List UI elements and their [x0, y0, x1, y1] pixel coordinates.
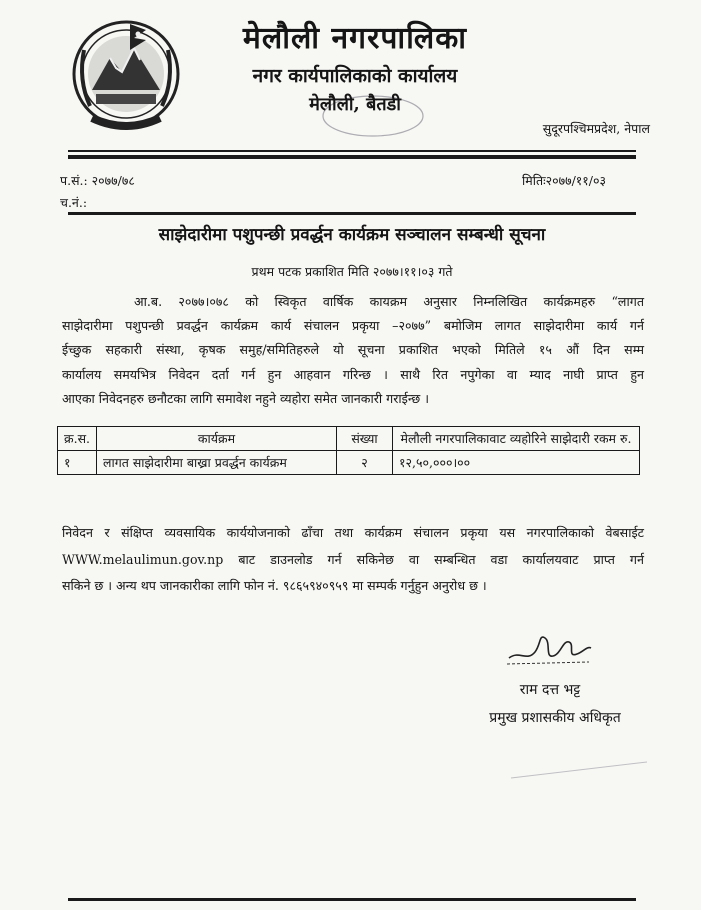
paragraph-line: साझेदारीमा पशुपन्छी प्रवर्द्धन कार्यक्रम कार्य संचालन प्रकृया –२०७७” बमोजिम लागत साझेदारीमा कार्य गर्न: [62, 318, 644, 334]
dispatch-number: च.नं.:: [60, 195, 88, 210]
table-header-row: [58, 427, 640, 451]
signer-designation: प्रमुख प्रशासकीय अधिकृत: [489, 710, 621, 726]
cell-amount: १२,५०,०००।००: [393, 451, 640, 475]
meta-divider: [68, 212, 636, 215]
program-table: [57, 426, 640, 475]
header-amount: मेलौली नगरपालिकावाट व्यहोरिने साझेदारी रकम रु.: [393, 427, 640, 451]
paragraph-line: कार्यालय समयभित्र निवेदन दर्ता गर्न हुन आहवान गरिन्छ । साथै रित नपुगेका वा म्याद नाघी प्राप्त हुन: [62, 366, 644, 382]
cell-count: २: [337, 451, 393, 475]
letter-date: मितिः२०७७/११/०३: [522, 173, 607, 188]
notice-paragraph: [62, 290, 644, 411]
province-line: सुदूरपश्चिमप्रदेश, नेपाल: [542, 121, 650, 136]
cell-program: लागत साझेदारीमा बाख्रा प्रवर्द्धन कार्यक्रम: [97, 451, 337, 475]
designation-stamp: [505, 744, 653, 784]
paragraph-line: WWW.melaulimun.gov.np बाट डाउनलोड गर्न सकिनेछ वा सम्बन्धित वडा कार्यालयवाट प्राप्त गर्न: [62, 551, 644, 567]
municipality-name: मेलौली नगरपालिका: [242, 21, 468, 56]
paragraph-line: आ.ब. २०७७।०७८ को स्विकृत वार्षिक कायक्रम अनुसार निम्नलिखित कार्यक्रमहरु “लागत: [134, 294, 644, 309]
municipality-emblem-logo: [70, 10, 182, 138]
paragraph-line: सकिने छ । अन्य थप जानकारीका लागि फोन नं. ९८६५९४०९५९ मा सम्पर्क गर्नुहुन अनुरोध छ ।: [62, 578, 487, 593]
cell-serial: १: [58, 451, 97, 475]
office-name: नगर कार्यपालिकाको कार्यालय: [252, 65, 458, 87]
paragraph-line: आएका निवेदनहरु छनौटका लागि समावेश नहुने व्यहोरा समेत जानकारी गराईन्छ ।: [62, 390, 430, 406]
header-serial: क्र.स.: [58, 427, 97, 451]
letter-number: प.सं.: २०७७/७८: [60, 173, 135, 188]
header-program: कार्यक्रम: [97, 427, 337, 451]
header-count: संख्या: [337, 427, 393, 451]
office-address: मेलौली, बैतडी: [309, 94, 401, 115]
paragraph-line: ईच्छुक सहकारी संस्था, कृषक समुह/समितिहरुले यो सूचना प्रकाशित भएको मितिले १५ औं दिन सम्म: [62, 342, 644, 358]
instructions-paragraph: [62, 520, 644, 600]
publication-line: प्रथम पटक प्रकाशित मिति २०७७।११।०३ गते: [251, 264, 453, 279]
handwritten-signature: [505, 628, 595, 670]
header-divider-bottom: [68, 155, 636, 159]
table-row: [58, 451, 640, 475]
header-divider-top: [68, 150, 636, 152]
signer-name: राम दत्त भट्ट: [519, 682, 581, 698]
notice-title: साझेदारीमा पशुपन्छी प्रवर्द्धन कार्यक्रम सञ्चालन सम्बन्धी सूचना: [158, 225, 546, 245]
footer-divider: [68, 898, 636, 901]
paragraph-line: निवेदन र संक्षिप्त व्यवसायिक कार्ययोजनाको ढाँचा तथा कार्यक्रम संचालन प्रकृया यस नगरपालिकाको वेबसाईट: [62, 525, 644, 540]
